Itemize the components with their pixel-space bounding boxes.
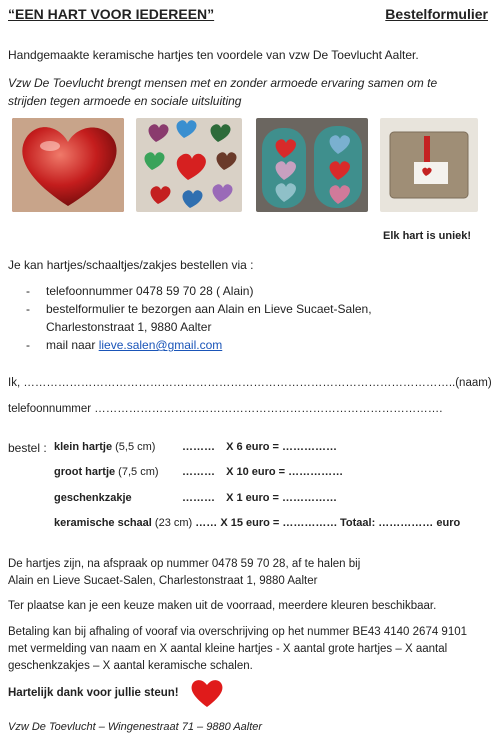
list-item-phone: telefoonnummer 0478 59 70 28 ( Alain) — [46, 284, 254, 298]
thanks-line: Hartelijk dank voor jullie steun! — [8, 687, 179, 699]
footer-address: Vzw De Toevlucht – Wingenestraat 71 – 9880 Aalter — [8, 721, 263, 733]
product-name: groot hartje — [54, 466, 116, 478]
list-item-address: Charlestonstraat 1, 9880 Aalter — [46, 320, 212, 334]
price-calc: X 6 euro = …………… — [226, 441, 338, 453]
pickup-line-2: Alain en Lieve Sucaet-Salen, Charlestonstraat 1, 9880 Aalter — [8, 575, 318, 587]
pickup-line-1: De hartjes zijn, na afspraak op nummer 0478 59 70 28, af te halen bij — [8, 558, 361, 570]
mail-prefix: mail naar — [46, 338, 99, 352]
payment-line-2: met vermelding van naam en X aantal kleine hartjes - X aantal grote hartjes – X aantal — [8, 643, 448, 655]
price-calc: X 1 euro = …………… — [226, 492, 338, 504]
order-row-klein-hartje-calc — [182, 441, 337, 453]
order-row-geschenkzakje — [54, 492, 132, 504]
photo-red-heart — [12, 118, 124, 212]
list-dash: - — [26, 284, 30, 298]
name-field-line: Ik, …………………………………………………………………………………………………..(naam) — [8, 377, 492, 389]
quantity-dots: ……… — [182, 466, 219, 478]
product-name: klein hartje — [54, 441, 113, 453]
total-label: Totaal: …………… euro — [340, 517, 461, 529]
quantity-dots: ……… — [182, 441, 219, 453]
list-item-form: bestelformulier te bezorgen aan Alain en Lieve Sucaet-Salen, — [46, 302, 372, 316]
payment-line-1: Betaling kan bij afhaling of vooraf via overschrijving op het nummer BE43 4140 2674 9101 — [8, 626, 468, 638]
photo-gift-bag — [380, 118, 478, 212]
order-row-keramische-schaal — [54, 517, 337, 529]
product-size: (7,5 cm) — [115, 466, 159, 478]
mission-line-2: strijden tegen armoede en sociale uitsluiting — [8, 94, 242, 108]
email-link[interactable]: lieve.salen@gmail.com — [98, 338, 223, 352]
heart-icon — [190, 678, 224, 708]
product-name: geschenkzakje — [54, 492, 132, 504]
order-heading: Je kan hartjes/schaaltjes/zakjes bestellen via : — [8, 258, 254, 272]
quantity-dots: ……… — [182, 492, 219, 504]
choice-line: Ter plaatse kan je een keuze maken uit de voorraad, meerdere kleuren beschikbaar. — [8, 600, 437, 612]
product-size: (5,5 cm) — [112, 441, 156, 453]
list-item-mail — [46, 336, 222, 354]
form-title: Bestelformulier — [385, 6, 488, 22]
bestel-label: bestel : — [8, 441, 47, 455]
list-dash: - — [26, 338, 30, 352]
document-title: “EEN HART VOOR IEDEREEN” — [8, 6, 215, 22]
product-name: keramische schaal — [54, 517, 152, 529]
intro-line: Handgemaakte keramische hartjes ten voordele van vzw De Toevlucht Aalter. — [8, 48, 419, 62]
order-row-klein-hartje — [54, 441, 155, 453]
price-calc: X 15 euro = …………… — [220, 517, 338, 529]
order-row-groot-hartje-calc — [182, 466, 343, 478]
price-calc: X 10 euro = …………… — [226, 466, 344, 478]
mission-line-1: Vzw De Toevlucht brengt mensen met en zonder armoede ervaring samen om te — [8, 76, 438, 90]
photo-hearts-in-bowls — [256, 118, 368, 212]
payment-line-3: geschenkzakjes – X aantal keramische schalen. — [8, 660, 253, 672]
product-size: (23 cm) — [151, 517, 196, 529]
phone-field-line: telefoonnummer ………………………………………………………………………………. — [8, 403, 443, 415]
order-row-groot-hartje — [54, 466, 159, 478]
quantity-dots: …… — [195, 517, 221, 529]
order-row-geschenkzakje-calc — [182, 492, 337, 504]
photo-caption: Elk hart is uniek! — [383, 230, 472, 242]
list-dash: - — [26, 302, 30, 316]
photo-colored-hearts — [136, 118, 242, 212]
